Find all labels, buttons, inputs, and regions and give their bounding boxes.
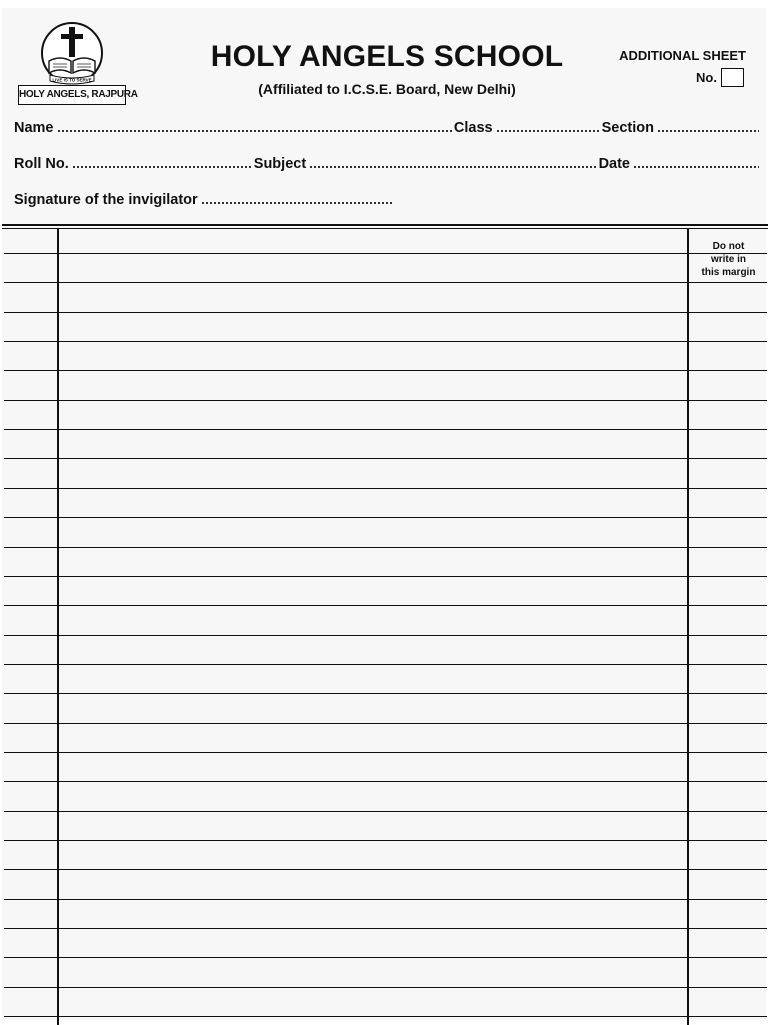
ruled-line bbox=[4, 840, 767, 841]
ruled-line bbox=[4, 723, 767, 724]
margin-note: Do not write in this margin bbox=[701, 241, 756, 278]
sheet-number-label: No. bbox=[696, 70, 717, 85]
ruled-line bbox=[4, 957, 767, 958]
school-name: HOLY ANGELS SCHOOL bbox=[210, 40, 564, 73]
logo-caption: HOLY ANGELS, RAJPURA bbox=[18, 85, 126, 105]
class-field[interactable] bbox=[496, 130, 600, 132]
date-label: Date bbox=[598, 156, 630, 172]
ruled-line bbox=[4, 517, 767, 518]
name-class-section-row bbox=[14, 120, 761, 136]
date-field[interactable] bbox=[633, 166, 759, 168]
ruled-line bbox=[4, 693, 767, 694]
ruled-line bbox=[4, 605, 767, 606]
ruled-line bbox=[4, 547, 767, 548]
ruled-line bbox=[4, 253, 767, 254]
signature-row bbox=[14, 192, 394, 208]
additional-sheet-label: ADDITIONAL SHEET bbox=[619, 48, 746, 63]
class-label: Class bbox=[453, 120, 493, 136]
signature-label: Signature of the invigilator bbox=[14, 192, 198, 208]
ruled-line bbox=[4, 781, 767, 782]
ruled-line bbox=[4, 458, 767, 459]
school-crest-icon bbox=[16, 21, 128, 91]
ruled-line bbox=[4, 752, 767, 753]
subject-label: Subject bbox=[253, 156, 307, 172]
logo-motto: LIVE IS TO SERVE bbox=[52, 77, 92, 83]
signature-field[interactable] bbox=[201, 202, 392, 204]
ruled-line bbox=[4, 664, 767, 665]
top-rule bbox=[2, 224, 768, 226]
sheet-number-row bbox=[696, 68, 744, 87]
subject-field[interactable] bbox=[309, 166, 596, 168]
school-logo bbox=[16, 21, 138, 107]
ruled-line bbox=[4, 488, 767, 489]
top-rule-thin bbox=[2, 228, 768, 229]
ruled-line bbox=[4, 370, 767, 371]
ruled-line bbox=[4, 635, 767, 636]
ruled-line bbox=[4, 341, 767, 342]
ruled-line bbox=[4, 429, 767, 430]
ruled-line bbox=[4, 987, 767, 988]
ruled-line bbox=[4, 282, 767, 283]
roll-no-label: Roll No. bbox=[14, 156, 69, 172]
section-label: Section bbox=[601, 120, 654, 136]
ruled-line bbox=[4, 811, 767, 812]
section-field[interactable] bbox=[657, 130, 759, 132]
sheet-number-box[interactable] bbox=[721, 68, 744, 87]
roll-subject-date-row bbox=[14, 156, 761, 172]
ruled-line bbox=[4, 869, 767, 870]
left-margin-line bbox=[57, 228, 59, 1025]
roll-no-field[interactable] bbox=[72, 166, 252, 168]
ruled-line bbox=[4, 400, 767, 401]
name-field[interactable] bbox=[57, 130, 452, 132]
ruled-line bbox=[4, 899, 767, 900]
ruled-line bbox=[4, 576, 767, 577]
ruled-line bbox=[4, 1016, 767, 1017]
name-label: Name bbox=[14, 120, 54, 136]
affiliation-text: (Affiliated to I.C.S.E. Board, New Delhi) bbox=[258, 81, 516, 97]
right-margin-line bbox=[687, 228, 689, 1025]
answer-sheet bbox=[2, 8, 766, 1020]
ruled-line bbox=[4, 312, 767, 313]
ruled-line bbox=[4, 928, 767, 929]
